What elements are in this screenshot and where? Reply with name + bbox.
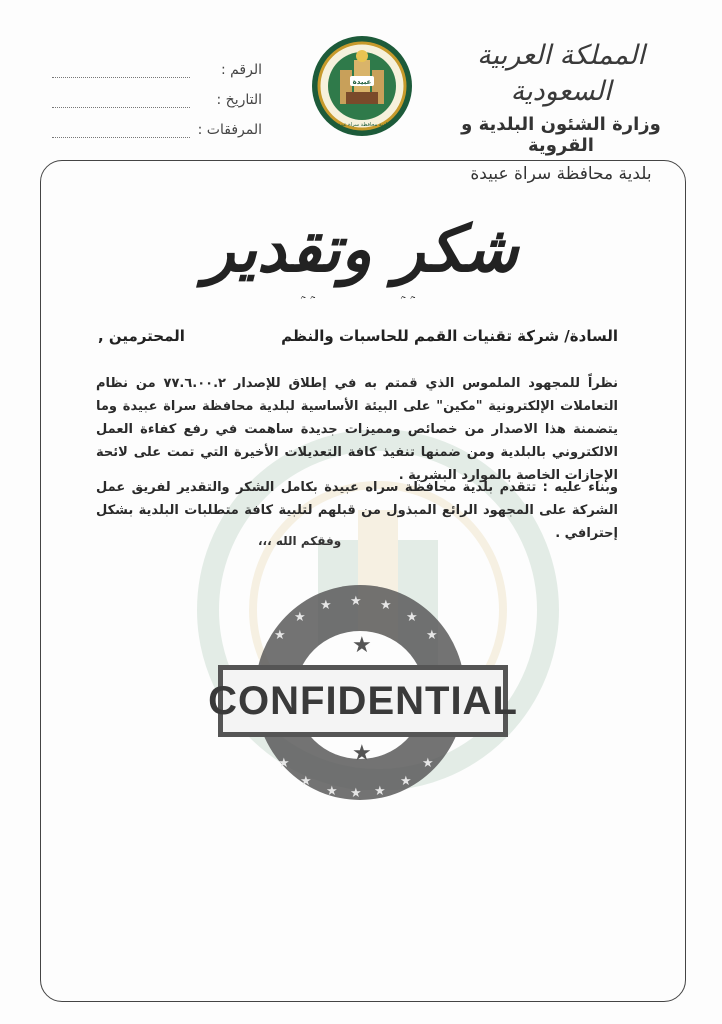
- ref-attachments-row: [52, 108, 262, 138]
- reference-fields: [52, 48, 262, 138]
- star-icon: ★: [300, 774, 312, 789]
- star-icon: ★: [274, 628, 286, 643]
- ref-date-line: [52, 91, 190, 108]
- municipality-name: بلدية محافظة سراة عبيدة: [470, 164, 652, 184]
- stamp-banner: [208, 665, 518, 737]
- ref-date-label: التاريخ :: [216, 92, 262, 108]
- body-paragraph-2: وبناء عليه : تتقدم بلدية محافظة سراه عبيدة بكامل الشكر والتقدير لفريق عمل الشركة على المجهود الرائع المبذول من قبلهم لتلبية كافة متطلبات البلدية بشكل إحترافي .: [96, 480, 618, 541]
- title-ornament-right: ﮧ ﮧ: [400, 286, 415, 302]
- star-icon: ★: [422, 756, 434, 771]
- confidential-stamp: [200, 585, 530, 815]
- star-icon: ★: [278, 756, 290, 771]
- star-icon: ★: [406, 610, 418, 625]
- title-ornament-left: ﮧ ﮧ: [300, 286, 315, 302]
- ref-attachments-line: [52, 121, 190, 138]
- logo-center-text: عبيدة: [352, 78, 372, 86]
- ministry-name: وزارة الشئون البلدية و القروية: [461, 114, 661, 156]
- stamp-text: CONFIDENTIAL: [208, 678, 518, 723]
- star-icon: ★: [374, 784, 386, 799]
- star-icon: ★: [350, 594, 362, 609]
- ref-number-row: [52, 48, 262, 78]
- star-icon: ★: [400, 774, 412, 789]
- recipient-line: [98, 327, 618, 345]
- recipient-name: السادة/ شركة تقنيات القمم للحاسبات والنظم: [281, 327, 618, 345]
- star-icon: ★: [352, 633, 372, 658]
- star-icon: ★: [326, 784, 338, 799]
- ref-attachments-label: المرفقات :: [197, 122, 262, 138]
- star-icon: ★: [426, 628, 438, 643]
- ref-number-label: الرقم :: [220, 62, 262, 78]
- closing-line: وفقكم الله ،،،: [258, 534, 342, 548]
- ref-number-line: [52, 61, 190, 78]
- kingdom-name: المملكة العربية السعودية: [477, 40, 645, 107]
- star-icon: ★: [350, 786, 362, 801]
- letter-title: شكر وتقدير: [203, 212, 519, 287]
- recipient-honorific: المحترمين ,: [98, 327, 185, 345]
- body-paragraph-1: نظراً للمجهود الملموس الذي قمتم به في إطلاق للإصدار ٧٧.٦.٠٠.٢ من نظام التعاملات الإلكترونية "مكين" على البيئة الأساسية لبلدية محافظة سراة عبيدة وما يتضمنة هذا الاصدار من خصائص ومميزات جديدة ساهمت في رفع كفاءة العمل الالكتروني بالبلدية ومن ضمنها تنفيذ كافة التعديلات الأخيرة التي تمت على لائحة الإجازات الخاصة بالموارد البشرية .: [96, 376, 618, 483]
- star-icon: ★: [380, 598, 392, 613]
- star-icon: ★: [352, 741, 372, 766]
- ref-date-row: [52, 78, 262, 108]
- municipality-logo: [310, 30, 414, 142]
- logo-ring-text: بلدية محافظة سراة عبيدة: [335, 122, 389, 128]
- star-icon: ★: [320, 598, 332, 613]
- star-icon: ★: [294, 610, 306, 625]
